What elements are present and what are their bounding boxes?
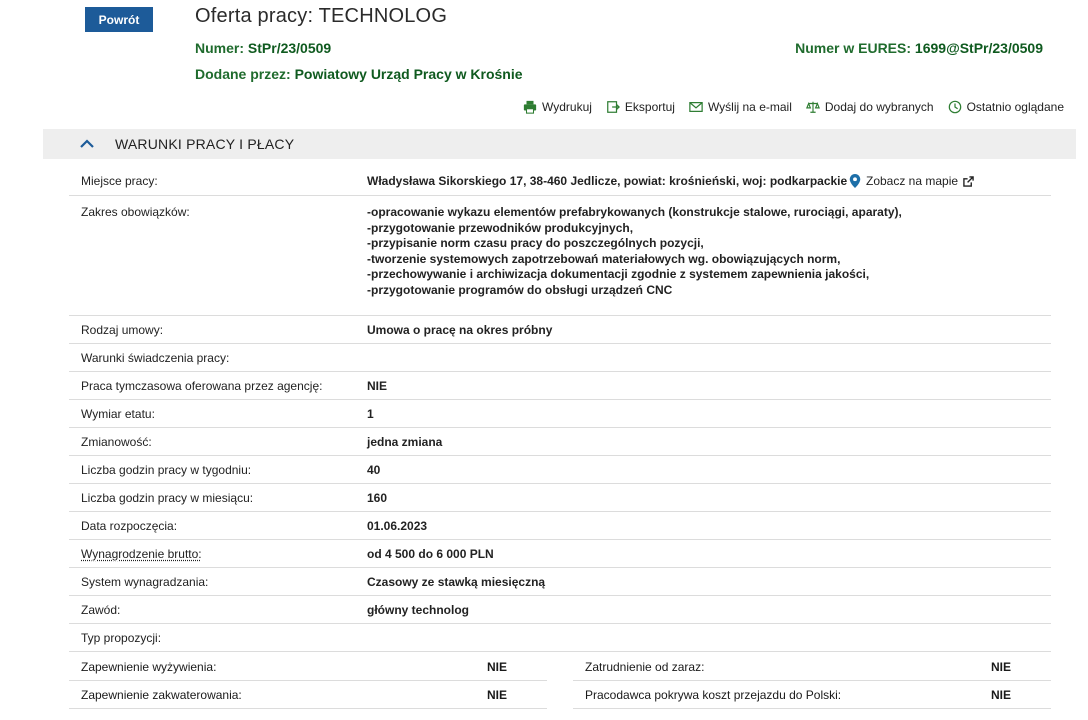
detail-value: 40 xyxy=(367,462,381,477)
eures-number-label: Numer w EURES: xyxy=(795,40,912,56)
detail-label xyxy=(69,547,367,561)
detail-value: 01.06.2023 xyxy=(367,518,428,533)
detail-cell xyxy=(573,653,1051,681)
added-by xyxy=(195,66,523,82)
duty-line: -przygotowanie programów do obsługi urządzeń CNC xyxy=(367,282,673,297)
detail-value: Umowa o pracę na okres próbny xyxy=(367,322,553,337)
detail-row xyxy=(69,624,1051,652)
detail-row-salary xyxy=(69,540,1051,568)
chevron-up-icon[interactable] xyxy=(79,138,95,150)
detail-label: Warunki świadczenia pracy: xyxy=(81,350,230,365)
offer-number-label: Numer: xyxy=(195,40,245,56)
detail-value: 1 xyxy=(367,406,374,421)
section-title: WARUNKI PRACY I PŁACY xyxy=(115,136,295,152)
email-action-label: Wyślij na e-mail xyxy=(707,100,792,114)
detail-row xyxy=(69,372,1051,400)
detail-label: Typ propozycji: xyxy=(81,630,162,645)
envelope-icon xyxy=(689,100,703,114)
duties-list xyxy=(367,205,1051,298)
detail-label: Zakres obowiązków: xyxy=(81,205,190,219)
detail-label: Zatrudnienie od zaraz: xyxy=(585,659,705,674)
add-favorite-action[interactable] xyxy=(806,100,934,114)
detail-label: Miejsce pracy: xyxy=(81,174,158,188)
see-on-map-label: Zobacz na mapie xyxy=(866,174,959,188)
detail-value: NIE xyxy=(367,378,388,393)
add-favorite-action-label: Dodaj do wybranych xyxy=(824,100,934,114)
detail-label: Praca tymczasowa oferowana przez agencję: xyxy=(81,378,323,393)
split-row xyxy=(69,653,1051,681)
detail-label: Liczba godzin pracy w tygodniu: xyxy=(81,462,252,477)
back-button[interactable]: Powrót xyxy=(85,7,153,32)
offer-number-value: StPr/23/0509 xyxy=(247,40,332,56)
detail-value: Czasowy ze stawką miesięczną xyxy=(367,574,546,589)
detail-cell xyxy=(69,653,547,681)
action-toolbar xyxy=(523,100,1064,114)
detail-row xyxy=(69,400,1051,428)
offer-number xyxy=(195,40,331,56)
detail-value: jedna zmiana xyxy=(367,434,443,449)
duty-line: -przechowywanie i archiwizacja dokumentacji zgodnie z systemem zapewnienia jakości, xyxy=(367,267,870,281)
detail-row xyxy=(69,512,1051,540)
detail-label: Zapewnienie wyżywienia: xyxy=(81,659,217,674)
export-action-label: Eksportuj xyxy=(624,100,675,114)
detail-label: Rodzaj umowy: xyxy=(81,322,164,337)
duty-line: -przypisanie norm czasu pracy do poszczególnych pozycji, xyxy=(367,236,704,250)
detail-label: System wynagradzania: xyxy=(81,574,209,589)
recently-viewed-action[interactable] xyxy=(948,100,1064,114)
detail-row xyxy=(69,484,1051,512)
print-action-label: Wydrukuj xyxy=(542,100,592,114)
page-title: Oferta pracy: TECHNOLOG xyxy=(195,5,448,27)
eures-number-value: 1699@StPr/23/0509 xyxy=(914,40,1043,56)
detail-label: Wymiar etatu: xyxy=(81,406,155,421)
detail-row xyxy=(69,596,1051,624)
added-by-value: Powiatowy Urząd Pracy w Krośnie xyxy=(294,66,523,82)
external-link-icon xyxy=(963,176,974,187)
detail-value: od 4 500 do 6 000 PLN xyxy=(367,546,494,561)
split-row xyxy=(69,681,1051,709)
detail-row xyxy=(69,316,1051,344)
detail-cell xyxy=(69,681,547,709)
scale-icon xyxy=(806,100,820,114)
see-on-map-link[interactable] xyxy=(849,174,974,188)
detail-cell xyxy=(573,681,1051,709)
recently-viewed-action-label: Ostatnio oglądane xyxy=(966,100,1064,114)
detail-value: 160 xyxy=(367,490,388,505)
detail-value: NIE xyxy=(991,659,1012,674)
detail-value: NIE xyxy=(487,687,508,702)
email-action[interactable] xyxy=(689,100,792,114)
export-action[interactable] xyxy=(606,100,675,114)
map-pin-icon xyxy=(849,174,861,188)
duty-line: -tworzenie systemowych zapotrzebowań materiałowych wg. obowiązujących norm, xyxy=(367,251,841,266)
detail-row xyxy=(69,568,1051,596)
salary-tooltip-term[interactable]: Wynagrodzenie brutto: xyxy=(81,546,202,561)
detail-label: Zapewnienie zakwaterowania: xyxy=(81,687,242,702)
detail-row xyxy=(69,428,1051,456)
clock-icon xyxy=(948,100,962,114)
export-icon xyxy=(606,100,620,114)
duty-line: -opracowanie wykazu elementów prefabrykowanych (konstrukcje stalowe, rurociągi, aparaty), xyxy=(367,205,902,219)
detail-row xyxy=(69,344,1051,372)
added-by-label: Dodane przez: xyxy=(195,66,291,82)
detail-row xyxy=(69,456,1051,484)
print-action[interactable] xyxy=(523,100,592,114)
detail-label: Liczba godzin pracy w miesiącu: xyxy=(81,490,254,505)
detail-row-miejsce xyxy=(69,167,1051,196)
detail-row-zakres xyxy=(69,196,1051,316)
detail-label: Zawód: xyxy=(81,602,121,617)
detail-value: NIE xyxy=(487,659,508,674)
detail-value: NIE xyxy=(991,687,1012,702)
printer-icon xyxy=(523,100,537,114)
detail-value: główny technolog xyxy=(367,602,469,617)
details-table xyxy=(69,167,1051,652)
detail-label: Zmianowość: xyxy=(81,434,152,449)
detail-label: Data rozpoczęcia: xyxy=(81,518,178,533)
eures-number xyxy=(795,40,1043,56)
section-header-warunki[interactable] xyxy=(43,129,1076,159)
detail-label: Pracodawca pokrywa koszt przejazdu do Polski: xyxy=(585,687,842,702)
duty-line: -przygotowanie przewodników produkcyjnych, xyxy=(367,220,634,235)
detail-value: Władysława Sikorskiego 17, 38-460 Jedlicze, powiat: krośnieński, woj: podkarpackie xyxy=(367,174,848,188)
